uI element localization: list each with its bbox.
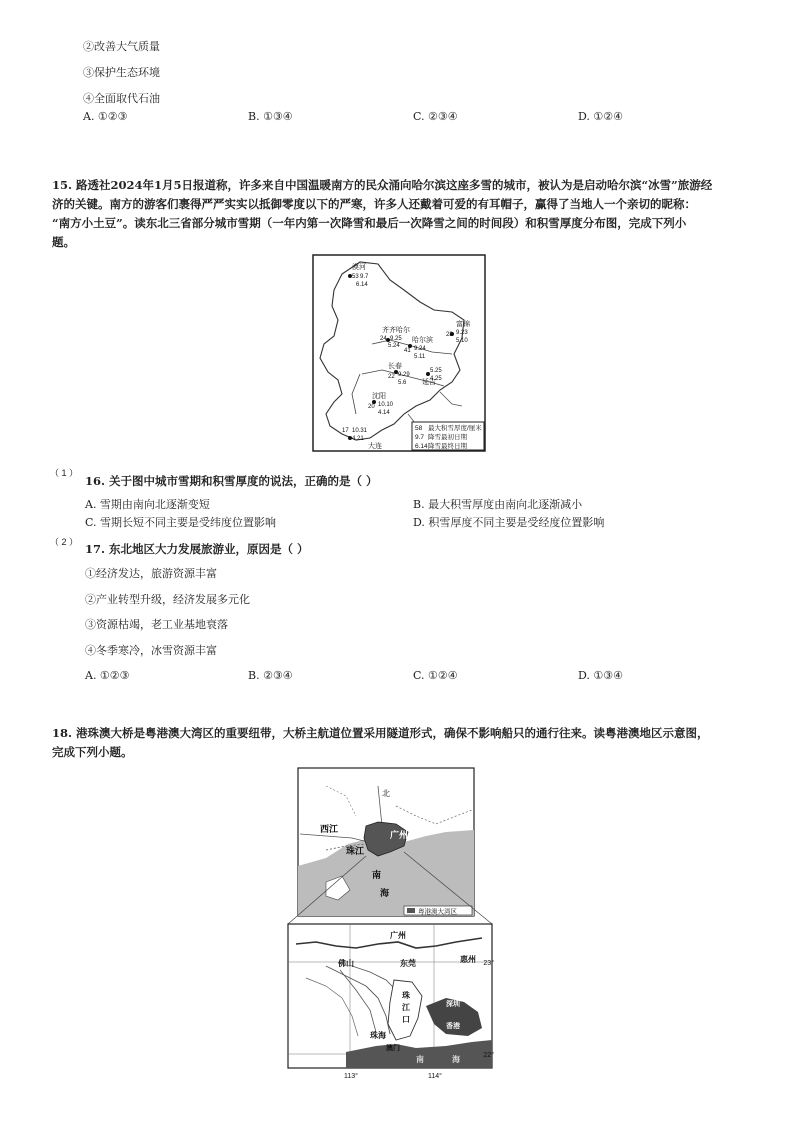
svg-text:4.25: 4.25 — [430, 376, 442, 382]
q16-stem: 16. 关于图中城市雪期和积雪厚度的说法，正确的是（ ） — [85, 474, 378, 488]
svg-text:珠: 珠 — [402, 991, 410, 1000]
svg-text:114°: 114° — [428, 1073, 442, 1080]
svg-text:113°: 113° — [344, 1073, 358, 1080]
choice-d: D. ①②④ — [578, 110, 624, 123]
svg-text:口: 口 — [402, 1015, 410, 1024]
subquestion-label-1: （ 1 ） — [50, 468, 79, 478]
svg-text:10.10: 10.10 — [378, 402, 394, 408]
svg-text:9.25: 9.25 — [390, 336, 402, 342]
svg-text:6.14: 6.14 — [415, 443, 428, 450]
svg-text:5.10: 5.10 — [456, 338, 468, 344]
svg-text:西江: 西江 — [320, 824, 339, 834]
svg-text:哈尔滨: 哈尔滨 — [412, 337, 433, 344]
q17-choice-d: D. ①③④ — [578, 669, 624, 682]
svg-text:澳门: 澳门 — [386, 1045, 400, 1052]
svg-text:佛山: 佛山 — [338, 959, 354, 968]
q17-item-4: ④冬季寒冷，冰雪资源丰富 — [85, 644, 217, 657]
svg-text:9.24: 9.24 — [414, 346, 426, 352]
detail-map — [288, 924, 494, 1080]
svg-text:富锦: 富锦 — [456, 321, 470, 328]
option-item-3: ③保护生态环境 — [83, 66, 160, 79]
svg-text:53: 53 — [352, 274, 359, 280]
q16-choice-d: D. 积雪厚度不同主要是受经度位置影响 — [413, 516, 605, 529]
choice-b: B. ①③④ — [248, 110, 293, 123]
overview-map — [288, 768, 492, 924]
svg-text:9.23: 9.23 — [456, 330, 468, 336]
q17-item-3: ③资源枯竭，老工业基地衰落 — [85, 618, 228, 631]
svg-text:海: 海 — [380, 888, 390, 898]
q17-item-1: ①经济发达，旅游资源丰富 — [85, 567, 217, 580]
q16-choice-a: A. 雪期由南向北逐渐变短 — [85, 498, 210, 511]
svg-text:广州: 广州 — [390, 931, 406, 940]
q17-stem: 17. 东北地区大力发展旅游业，原因是（ ） — [85, 542, 309, 556]
svg-text:最大积雪厚度/厘米: 最大积雪厚度/厘米 — [428, 425, 482, 432]
q18-line-1: 18. 港珠澳大桥是粤港澳大湾区的重要纽带，大桥主航道位置采用隧道形式，确保不影响船只的通行往来。读粤港澳地区示意图， — [52, 726, 709, 740]
svg-text:江: 江 — [402, 1003, 410, 1012]
svg-text:南: 南 — [416, 1055, 424, 1064]
svg-text:南: 南 — [372, 870, 382, 880]
northeast-snow-map — [312, 254, 486, 452]
svg-text:东莞: 东莞 — [400, 959, 416, 968]
svg-text:惠州: 惠州 — [460, 955, 476, 964]
svg-text:20: 20 — [368, 404, 375, 410]
svg-text:58: 58 — [415, 425, 423, 432]
svg-text:齐齐哈尔: 齐齐哈尔 — [382, 327, 410, 334]
svg-text:广州: 广州 — [390, 830, 409, 840]
q15-line-3: “南方小土豆”。读东北三省部分城市雪期（一年内第一次降雪和最后一次降雪之间的时间段）和积雪厚度分布图，完成下列小 — [52, 216, 687, 230]
map-legend — [412, 422, 484, 450]
svg-text:4.14: 4.14 — [378, 410, 390, 416]
svg-text:长春: 长春 — [388, 363, 402, 370]
svg-text:5.25: 5.25 — [430, 368, 442, 374]
svg-text:沈阳: 沈阳 — [372, 393, 386, 400]
city-label: 漠河 — [352, 264, 366, 271]
option-item-2: ②改善大气质量 — [83, 40, 160, 53]
option-item-4: ④全面取代石油 — [83, 92, 160, 105]
choice-c: C. ②③④ — [413, 110, 458, 123]
greater-bay-area-map — [286, 766, 496, 1084]
q16-choice-b: B. 最大积雪厚度由南向北逐渐减小 — [413, 498, 583, 511]
svg-text:10.31: 10.31 — [352, 428, 368, 434]
svg-text:17: 17 — [342, 428, 349, 434]
svg-text:珠江: 珠江 — [346, 846, 365, 856]
svg-text:北: 北 — [382, 789, 390, 798]
svg-text:降雪最终日期: 降雪最终日期 — [428, 443, 467, 450]
svg-text:9.7: 9.7 — [360, 274, 369, 280]
svg-text:深圳: 深圳 — [446, 1001, 460, 1008]
svg-text:28: 28 — [446, 332, 453, 338]
svg-text:5.24: 5.24 — [388, 343, 400, 349]
svg-text:9.29: 9.29 — [398, 372, 410, 378]
q15-line-4: 题。 — [52, 235, 75, 249]
q18-line-2: 完成下列小题。 — [52, 745, 133, 759]
svg-text:6.14: 6.14 — [356, 282, 368, 288]
q15-line-2: 济的关键。南方的游客们裹得严严实实以抵御零度以下的严寒，许多人还戴着可爱的有耳帽子，赢得了当地人一个亲切的昵称： — [52, 197, 696, 211]
q17-item-2: ②产业转型升级，经济发展多元化 — [85, 593, 250, 606]
svg-text:珠海: 珠海 — [370, 1031, 386, 1040]
svg-text:22: 22 — [388, 374, 395, 380]
subquestion-label-2: （ 2 ） — [50, 537, 79, 547]
svg-text:4.21: 4.21 — [352, 436, 364, 442]
svg-text:24: 24 — [380, 336, 387, 342]
svg-text:41: 41 — [404, 348, 411, 354]
svg-text:9.7: 9.7 — [415, 434, 425, 441]
svg-text:延吉: 延吉 — [422, 379, 436, 386]
svg-text:5.6: 5.6 — [398, 380, 407, 386]
svg-text:5.11: 5.11 — [414, 354, 426, 360]
svg-text:23°: 23° — [483, 960, 494, 967]
q15-line-1: 15. 路透社2024年1月5日报道称，许多来自中国温暖南方的民众涌向哈尔滨这座多雪的城市，被认为是启动哈尔滨“冰雪”旅游经 — [52, 178, 713, 192]
svg-text:22°: 22° — [483, 1052, 494, 1059]
svg-text:海: 海 — [452, 1055, 460, 1064]
q17-choice-b: B. ②③④ — [248, 669, 293, 682]
q17-choice-c: C. ①②④ — [413, 669, 458, 682]
choice-a: A. ①②③ — [83, 110, 128, 123]
overview-legend: 粤港澳大湾区 — [418, 908, 457, 916]
svg-text:香港: 香港 — [446, 1023, 460, 1030]
svg-text:降雪最初日期: 降雪最初日期 — [428, 434, 467, 441]
q16-choice-c: C. 雪期长短不同主要是受纬度位置影响 — [85, 516, 277, 529]
q17-choice-a: A. ①②③ — [85, 669, 130, 682]
svg-text:大连: 大连 — [368, 443, 382, 450]
